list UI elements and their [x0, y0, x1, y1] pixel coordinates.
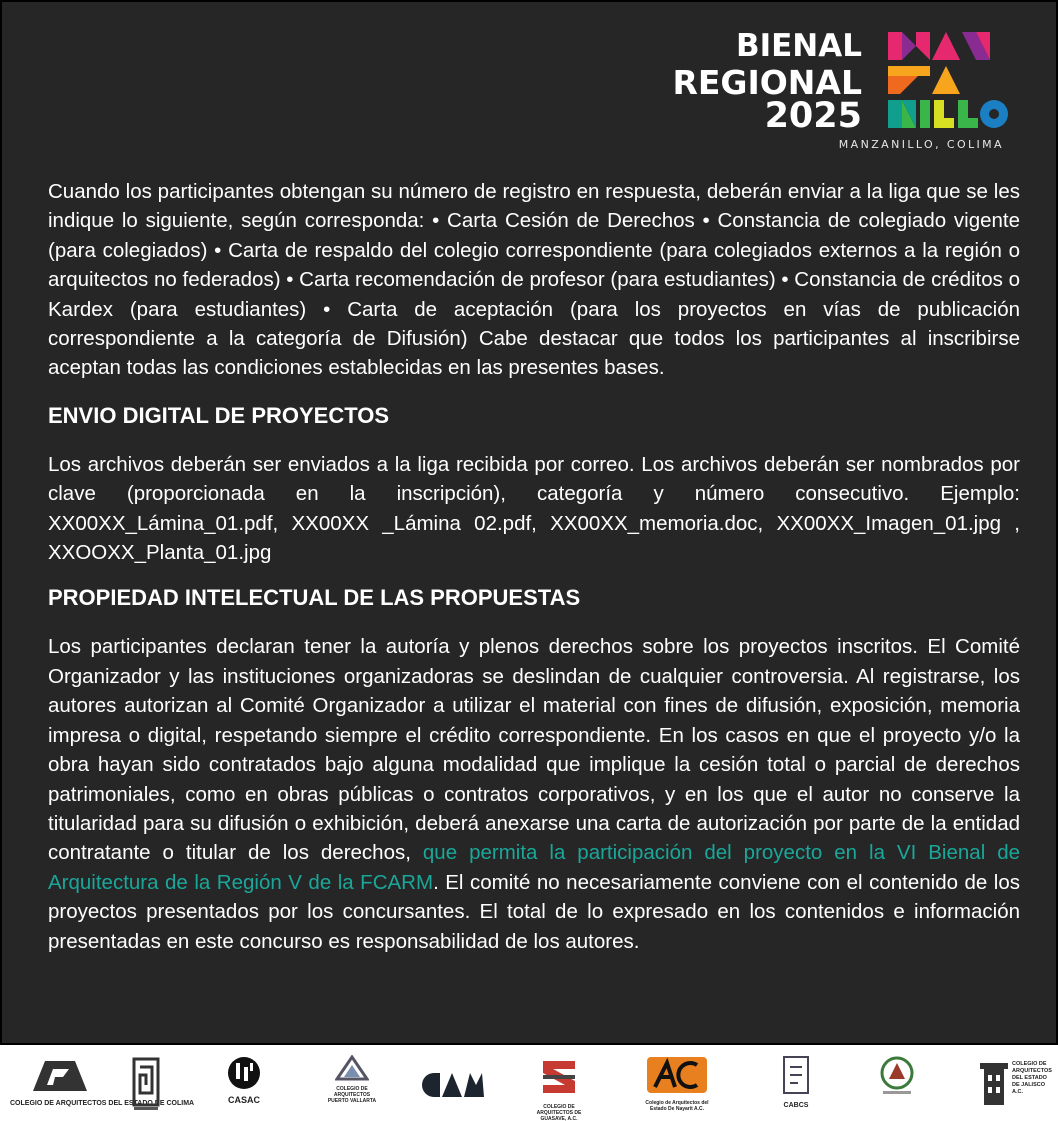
- logo-cabcs: [768, 1055, 824, 1110]
- manzanillo-tiles-graphic: [888, 32, 1008, 132]
- logo-colegio-guasave: [530, 1055, 588, 1121]
- logo-location: MANZANILLO, COLIMA: [838, 138, 1004, 151]
- cam-emblem-icon: [420, 1071, 486, 1099]
- logo-caption: COLEGIO DE ARQUITECTOS DEL ESTADO DE JALISCO A.C.: [1012, 1061, 1052, 1095]
- logo-caption: Colegio de Arquitectos del Estado De Nayarit A.C.: [645, 1100, 709, 1112]
- bienal-logo: [672, 28, 1008, 154]
- logo-casac: [222, 1055, 266, 1104]
- propiedad-text-b: . El comité no necesariamente conviene con el contenido de los proyectos presentados por los concursantes. El total de lo expresado en los contenidos e información presentadas en este concurso es responsabilidad de los autores.: [48, 870, 1021, 953]
- envio-heading: ENVIO DIGITAL DE PROYECTOS: [48, 402, 390, 428]
- logo-colegio-nayarit: [638, 1055, 716, 1112]
- casac-emblem-icon: [226, 1055, 262, 1091]
- logo-caption: COLEGIO DE ARQUITECTOS PUERTO VALLARTA: [327, 1086, 377, 1104]
- propiedad-text-a: Los participantes declaran tener la autoría y plenos derechos sobre los proyectos inscritos. El Comité Organizador y las instituciones organizadoras se deslindan de cualquier controversia. Al registrarse, los autores autorizan al Comité Organizador a utilizar el material con fines de difusión, exposición, memoria impresa o digital, respetando siempre el crédito correspondiente. En los casos en que el proyecto y/o la obra hayan sido contratados bajo alguna modalidad que implique la cesión total o parcial de derechos patrimoniales, como en obras públicas o contratos corporativos, y en los que el autor no conserve la titularidad para su difusión o exhibición, deberá anexarse una carta de autorización por parte de la entidad contratante o titular de los derechos,: [48, 635, 1020, 865]
- logo-cam: [418, 1071, 488, 1104]
- logo-caption: CABCS: [783, 1102, 809, 1109]
- logo-word-bienal: BIENAL: [735, 28, 862, 64]
- logo-colegio-jalisco: [980, 1061, 1054, 1107]
- vallarta-emblem-icon: [335, 1055, 369, 1081]
- logo-colegio-puerto-vallarta: [326, 1055, 378, 1104]
- tower-emblem-icon: [980, 1061, 1008, 1107]
- logo-caption: CASAC: [227, 1095, 260, 1105]
- logo-colegio-colima: [10, 1055, 195, 1108]
- logo-caption: COLEGIO DE ARQUITECTOS DE GUASAVE, A.C.: [536, 1104, 582, 1121]
- document-body: [48, 177, 1020, 956]
- spiral-emblem-icon: [132, 1055, 160, 1113]
- guasave-emblem-icon: [537, 1055, 581, 1099]
- logo-colegio-2: [128, 1055, 164, 1118]
- intro-paragraph: Cuando los participantes obtengan su número de registro en respuesta, deberán enviar a la liga que se les indique lo siguiente, según corresponda: • Carta Cesión de Derechos • Constancia de colegiado vigente (para colegiados) • Carta de respaldo del colegio correspondiente (para colegiados externos a la región o arquitectos no federados) • Carta recomendación de profesor (para estudiantes) • Constancia de créditos o Kardex (para estudiantes) • Carta de aceptación (para los proyectos en vías de publicación correspondiente a la categoría de Difusión) Cabe destacar que todos los participantes al inscribirse aceptan todas las condiciones establecidas en las presentes bases.: [48, 180, 1020, 380]
- cabcs-emblem-icon: [776, 1055, 816, 1097]
- propiedad-heading: PROPIEDAD INTELECTUAL DE LAS PROPUESTAS: [48, 585, 581, 611]
- colima-emblem-icon: [25, 1055, 95, 1095]
- logo-caption: COLEGIO DE ARQUITECTOS DEL ESTADO DE COLIMA: [10, 1100, 195, 1107]
- round-emblem-icon: [879, 1055, 915, 1095]
- nayarit-emblem-icon: [645, 1055, 709, 1095]
- envio-paragraph: Los archivos deberán ser enviados a la liga recibida por correo. Los archivos deberán ser nombrados por clave (proporcionada en la inscripción), categoría y número consecutivo. Ejemplo: XX00XX_Lámina_01.pdf, XX00XX _Lámina 02.pdf, XX00XX_memoria.doc, XX00XX_Imagen_01.jpg , XXOOXX_Planta_01.jpg: [48, 452, 1020, 565]
- sponsor-logos-footer: [0, 1047, 1058, 1121]
- logo-word-regional: REGIONAL: [672, 63, 862, 102]
- logo-colegio-9: [874, 1055, 920, 1100]
- logo-word-year: 2025: [764, 96, 862, 136]
- propiedad-paragraph: [48, 632, 1020, 955]
- propiedad-highlight: que permita la participación del proyecto en la VI Bienal de Arquitectura de la Región V de la FCARM: [48, 841, 1021, 894]
